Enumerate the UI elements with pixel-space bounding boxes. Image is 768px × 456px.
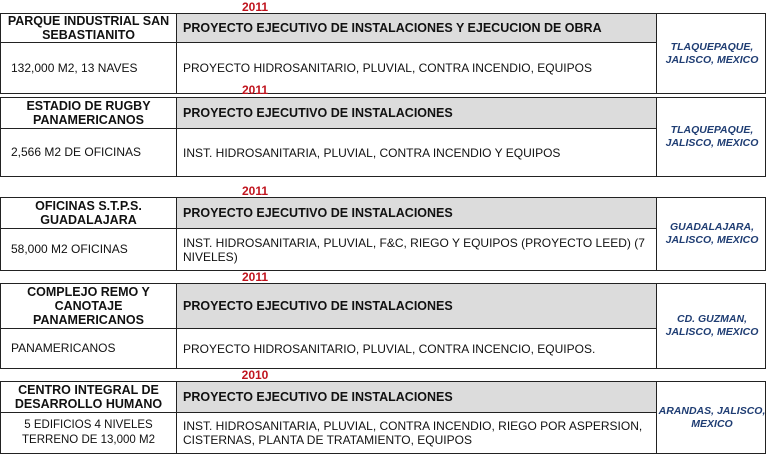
project-name: ESTADIO DE RUGBY PANAMERICANOS xyxy=(1,98,177,129)
project-card xyxy=(0,197,766,271)
project-name: OFICINAS S.T.P.S. GUADALAJARA xyxy=(1,198,177,229)
project-title: PROYECTO EJECUTIVO DE INSTALACIONES xyxy=(177,284,657,329)
project-year: 2011 xyxy=(241,0,269,14)
project-title: PROYECTO EJECUTIVO DE INSTALACIONES xyxy=(177,98,657,129)
project-location: CD. GUZMAN, JALISCO, MEXICO xyxy=(665,313,759,338)
project-location: TLAQUEPAQUE, JALISCO, MEXICO xyxy=(665,124,759,149)
project-location: GUADALAJARA, JALISCO, MEXICO xyxy=(665,221,759,246)
project-location: TLAQUEPAQUE, JALISCO, MEXICO xyxy=(665,40,759,66)
project-card xyxy=(0,97,766,177)
project-scope: PROYECTO HIDROSANITARIO, PLUVIAL, CONTRA INCENCIO, EQUIPOS. xyxy=(177,329,657,368)
project-size: 58,000 M2 OFICINAS xyxy=(1,229,177,270)
project-size: 132,000 M2, 13 NAVES xyxy=(1,43,177,93)
project-title: PROYECTO EJECUTIVO DE INSTALACIONES xyxy=(177,198,657,229)
project-scope: PROYECTO HIDROSANITARIO, PLUVIAL, CONTRA INCENDIO, EQUIPOS xyxy=(177,43,657,93)
project-scope: INST. HIDROSANITARIA, PLUVIAL, CONTRA INCENDIO Y EQUIPOS xyxy=(177,129,657,176)
project-name: PARQUE INDUSTRIAL SAN SEBASTIANITO xyxy=(1,14,177,43)
project-size: PANAMERICANOS xyxy=(1,329,177,368)
project-name: COMPLEJO REMO Y CANOTAJE PANAMERICANOS xyxy=(1,284,177,329)
project-title: PROYECTO EJECUTIVO DE INSTALACIONES xyxy=(177,382,657,413)
project-year: 2011 xyxy=(241,270,269,284)
project-year: 2010 xyxy=(241,368,269,382)
project-scope: INST. HIDROSANITARIA, PLUVIAL, F&C, RIEGO Y EQUIPOS (PROYECTO LEED) (7 NIVELES) xyxy=(177,229,657,270)
project-year: 2011 xyxy=(241,184,269,198)
project-location: ARANDAS, JALISCO, MEXICO xyxy=(658,404,766,430)
project-name: CENTRO INTEGRAL DE DESARROLLO HUMANO xyxy=(1,382,177,413)
project-scope: INST. HIDROSANITARIA, PLUVIAL, CONTRA INCENDIO, RIEGO POR ASPERSION, CISTERNAS, PLANTA DE TRATAMIENTO, EQUIPOS xyxy=(177,413,657,453)
project-card xyxy=(0,381,766,454)
project-title: PROYECTO EJECUTIVO DE INSTALACIONES Y EJECUCION DE OBRA xyxy=(177,14,657,43)
project-card xyxy=(0,13,766,97)
project-year: 2011 xyxy=(241,83,269,97)
project-card xyxy=(0,283,766,369)
project-size: 5 EDIFICIOS 4 NIVELES TERRENO DE 13,000 M2 xyxy=(1,413,177,453)
project-size: 2,566 M2 DE OFICINAS xyxy=(1,129,177,176)
